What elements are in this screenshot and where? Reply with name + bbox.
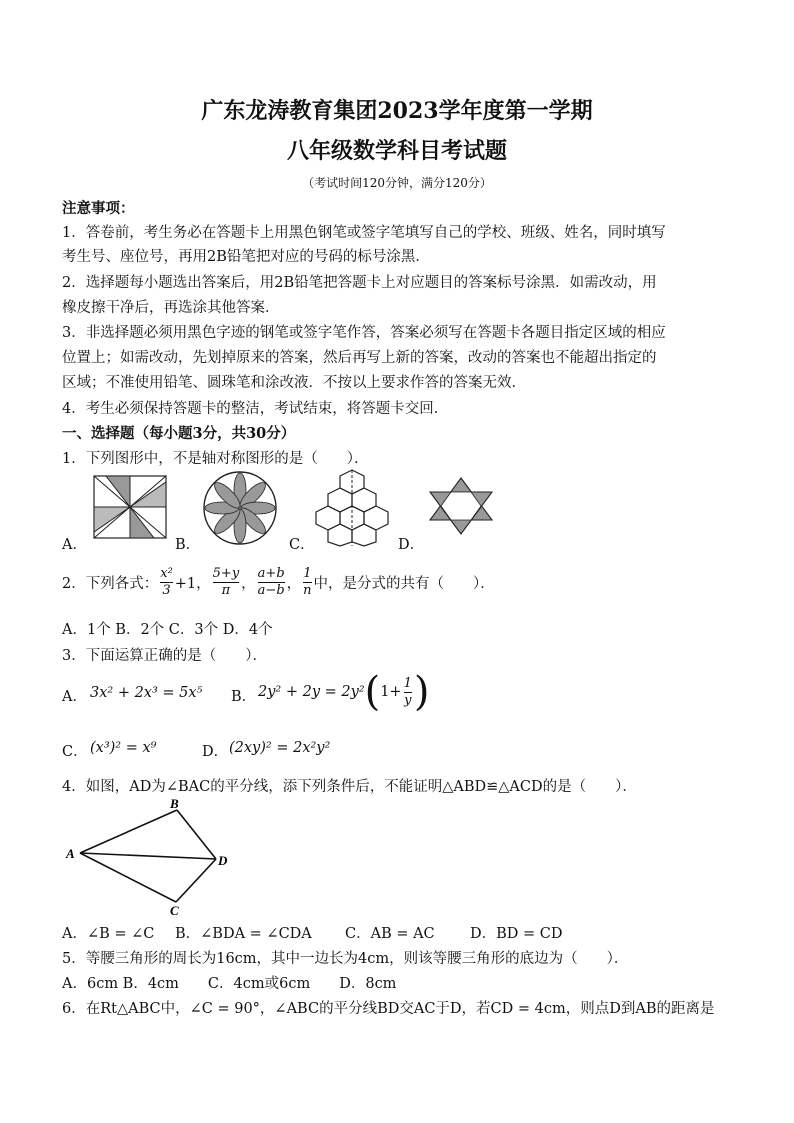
q1-figure-a-pinwheel <box>92 474 168 540</box>
q4-triangle-figure <box>66 798 236 916</box>
q2-expr-2-den: π <box>213 582 240 599</box>
q2-sep-1: ， <box>241 576 256 592</box>
exam-title-line2: 八年级数学科目考试题 <box>286 138 507 164</box>
question-3-stem: 3．下面运算正确的是（ ）． <box>62 648 267 664</box>
q2-expr-1-num: x² <box>160 566 173 581</box>
q4-option-c: C．AB = AC <box>345 926 435 942</box>
q3-b-paren-close: ) <box>413 669 430 715</box>
question-6-stem: 6．在Rt△ABC中，∠C = 90°，∠ABC的平分线BD交AC于D，若CD = 4cm，则点D到AB的距离是 <box>62 1001 715 1017</box>
q1-option-d: D． <box>398 537 425 553</box>
q1-option-c: C． <box>289 537 315 553</box>
q3-b-left: 2y² + 2y = 2y² <box>258 684 365 700</box>
exam-time-note: （考试时间120分钟，满分120分） <box>302 176 492 190</box>
q2-expr-4-den: n <box>303 583 312 598</box>
q4-label-a: A <box>66 846 75 861</box>
q4-option-a: A．∠B = ∠C <box>62 926 155 942</box>
q4-label-d: D <box>218 853 228 868</box>
q4-option-d: D．BD = CD <box>470 926 563 942</box>
q2-expr-2-num: 5+y <box>212 566 240 581</box>
question-5-stem: 5．等腰三角形的周长为16cm，其中一边长为4cm，则该等腰三角形的底边为（ ）． <box>62 951 629 967</box>
note-1-line2: 考生号、座位号，再用2B铅笔把对应的号码的标号涂黑． <box>62 249 430 265</box>
q3-option-d-label: D． <box>202 744 229 760</box>
q2-expr-1-den: 3 <box>160 582 173 599</box>
note-3-line1: 3．非选择题必须用黑色字迹的钢笔或签字笔作答，答案必须写在答题卡各题目指定区域的相应 <box>62 325 666 341</box>
section-heading-choice: 一、选择题（每小题3分，共30分） <box>62 425 296 442</box>
q3-b-paren-open: ( <box>364 669 381 715</box>
q2-prefix: 2．下列各式： <box>62 576 159 592</box>
q2-expr-1 <box>160 566 173 599</box>
note-2-line2: 橡皮擦干净后，再选涂其他答案． <box>62 300 280 316</box>
question-2-options: A．1个 B．2个 C．3个 D．4个 <box>62 622 273 638</box>
q3-option-a-expr: 3x² + 2x³ = 5x⁵ <box>90 685 203 701</box>
q3-option-c-label: C． <box>62 744 88 760</box>
q1-option-b: B． <box>175 537 201 553</box>
q2-expr-3 <box>258 566 285 599</box>
q3-option-a-label: A． <box>62 689 87 705</box>
q2-suffix: 中，是分式的共有（ ）． <box>313 576 495 592</box>
q2-expr-2 <box>213 566 240 599</box>
notes-heading: 注意事项： <box>62 200 135 217</box>
q3-b-frac-num: 1 <box>403 675 412 691</box>
q2-expr-3-num: a+b <box>257 566 285 581</box>
question-5-options: A．6cm B．4cm C．4cm或6cm D．8cm <box>62 976 397 992</box>
note-1-line1: 1．答卷前，考生务必在答题卡上用黑色钢笔或签字笔填写自己的学校、班级、姓名，同时填写 <box>62 225 666 241</box>
q2-expr-1-tail: +1， <box>174 576 211 592</box>
question-4-stem: 4．如图，AD为∠BAC的平分线，添下列条件后，不能证明△ABD≌△ACD的是（ ）． <box>62 779 637 795</box>
q3-option-b-label: B． <box>231 689 257 705</box>
q1-option-a: A． <box>62 537 87 553</box>
q3-b-frac-den: y <box>404 692 412 708</box>
q2-expr-3-den: a−b <box>257 583 285 598</box>
q1-figure-d-star <box>428 478 494 534</box>
q3-b-frac <box>404 676 412 709</box>
q3-option-d-expr: (2xy)² = 2x²y² <box>229 740 331 756</box>
q3-option-c-expr: (x³)² = x⁹ <box>90 740 157 756</box>
q1-figure-b-flower <box>202 470 278 546</box>
q2-expr-4-num: 1 <box>303 566 312 581</box>
q4-label-c: C <box>170 903 179 918</box>
exam-title-line1: 广东龙涛教育集团2023学年度第一学期 <box>201 98 593 124</box>
q2-expr-4 <box>303 566 311 599</box>
note-4: 4．考生必须保持答题卡的整洁，考试结束，将答题卡交回． <box>62 401 449 417</box>
q3-b-inner: 1+ <box>380 684 402 700</box>
note-2-line1: 2．选择题每小题选出答案后，用2B铅笔把答题卡上对应题目的答案标号涂黑．如需改动，用 <box>62 275 657 291</box>
note-3-line2: 位置上；如需改动，先划掉原来的答案，然后再写上新的答案，改动的答案也不能超出指定的 <box>62 350 657 366</box>
q3-option-b-expr <box>258 669 430 715</box>
q4-option-b: B．∠BDA = ∠CDA <box>175 926 312 942</box>
question-1-stem: 1．下列图形中，不是轴对称图形的是（ ）． <box>62 451 369 467</box>
question-2-line <box>62 566 495 599</box>
note-3-line3: 区域；不准使用铅笔、圆珠笔和涂改液．不按以上要求作答的答案无效． <box>62 375 526 391</box>
q4-label-b: B <box>170 796 179 811</box>
q1-figure-c-hexagons <box>312 470 392 546</box>
q2-sep-2: ， <box>286 576 302 592</box>
